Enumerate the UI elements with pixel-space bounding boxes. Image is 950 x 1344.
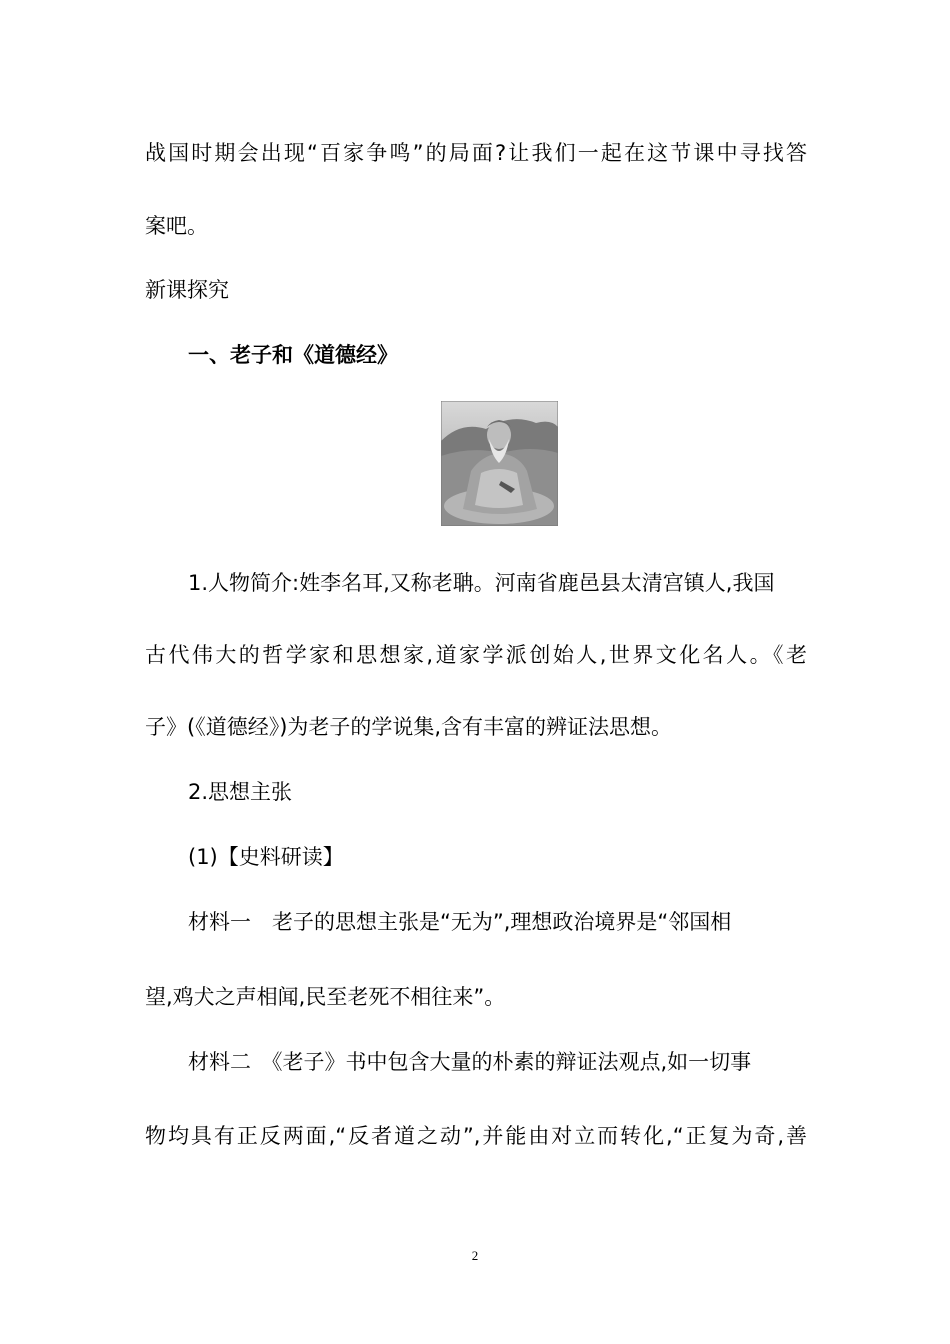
section-label: 新课探究 [145,278,229,302]
bio-line-3: 子》(《道德经》)为老子的学说集,含有丰富的辨证法思想。 [145,715,673,739]
study-heading: (1)【史料研读】 [188,845,344,869]
bio-line-1: 1.人物简介:姓李名耳,又称老聃。河南省鹿邑县太清宫镇人,我国 [188,571,775,595]
section-heading: 一、老子和《道德经》 [188,343,398,367]
material-2-line-2: 物均具有正反两面,“反者道之动”,并能由对立而转化,“正复为奇,善 [145,1124,807,1148]
material-1-line-2: 望,鸡犬之声相闻,民至老死不相往来”。 [145,985,506,1009]
intro-line-1: 战国时期会出现“百家争鸣”的局面?让我们一起在这节课中寻找答 [145,141,807,165]
intro-line-2: 案吧。 [145,214,208,238]
thought-heading: 2.思想主张 [188,780,293,804]
bio-line-2: 古代伟大的哲学家和思想家,道家学派创始人,世界文化名人。《老 [145,643,807,667]
page-number: 2 [471,1248,479,1263]
material-2-line-1: 材料二 《老子》书中包含大量的朴素的辩证法观点,如一切事 [188,1050,752,1074]
material-1-line-1: 材料一 老子的思想主张是“无为”,理想政治境界是“邻国相 [188,910,732,934]
laozi-statue-image [441,401,558,526]
